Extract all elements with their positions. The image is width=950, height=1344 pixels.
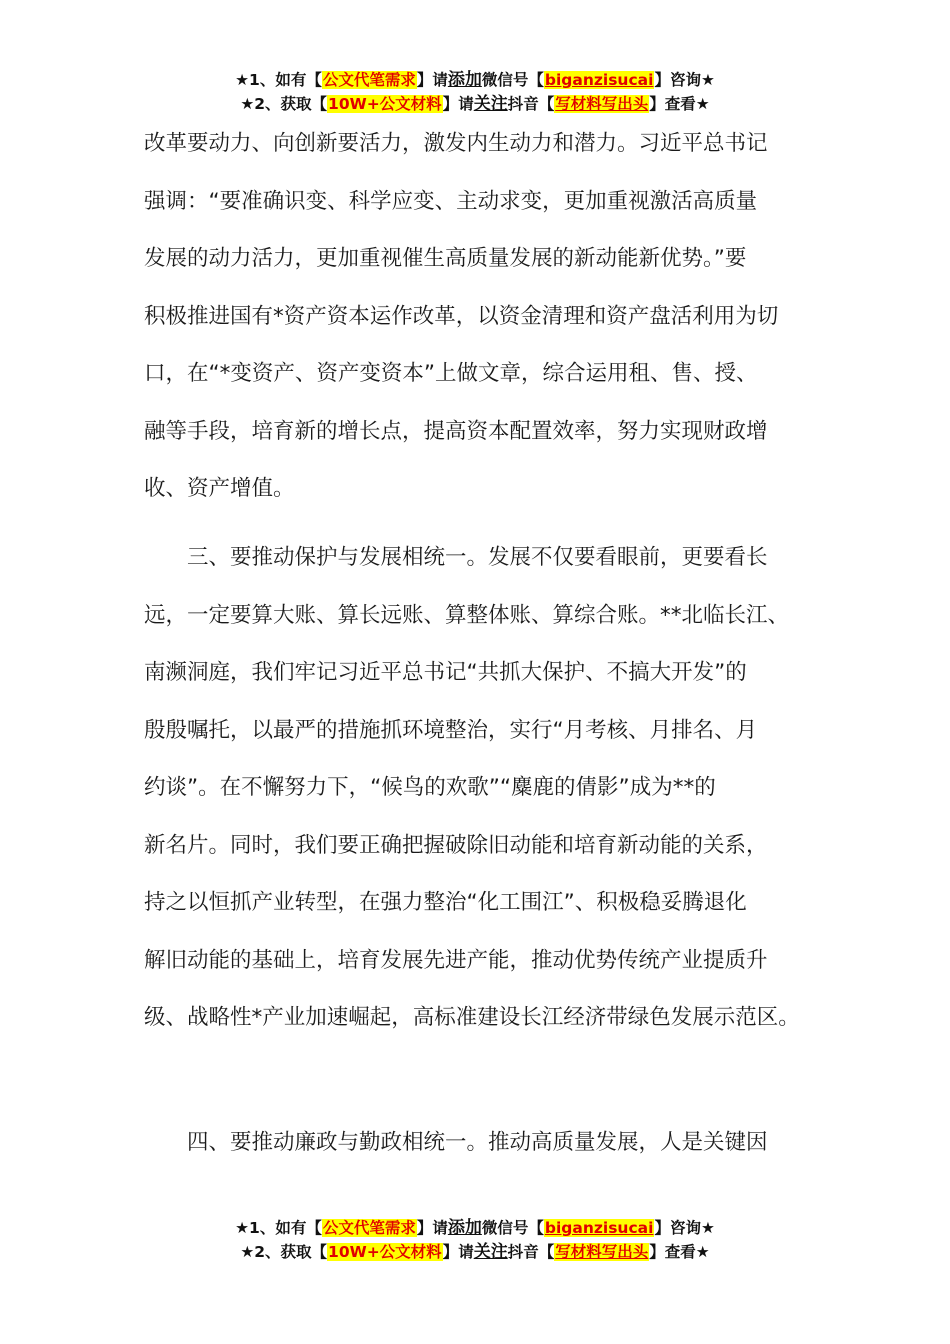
banner-line-2 xyxy=(0,92,950,116)
text-line: 融等手段，培育新的增长点，提高资本配置效率，努力实现财政增 xyxy=(144,418,768,444)
text-line: 四、要推动廉政与勤政相统一。推动高质量发展，人是关键因 xyxy=(144,1130,768,1155)
text-line: 解旧动能的基础上，培育发展先进产能，推动优势传统产业提质升 xyxy=(144,947,768,973)
paragraph-2 xyxy=(144,541,824,1059)
banner-text: ★2、获取【 xyxy=(240,95,328,113)
banner-emphasis: 关注 xyxy=(473,94,508,114)
text-line: 远，一定要算大账、算长远账、算整体账、算综合账。**北临长江、 xyxy=(144,602,790,628)
banner-text: 抖音【 xyxy=(507,1243,555,1261)
banner-text: 】咨询★ xyxy=(654,1219,715,1237)
text-line: 改革要动力、向创新要活力，激发内生动力和潜力。习近平总书记 xyxy=(144,131,768,156)
banner-text: 】咨询★ xyxy=(654,71,715,89)
banner-line-1 xyxy=(0,68,950,92)
paragraph-1 xyxy=(144,127,824,530)
text-line: 殷殷嘱托，以最严的措施抓环境整治，实行“月考核、月排名、月 xyxy=(144,717,758,743)
banner-line-2 xyxy=(0,1240,950,1264)
banner-text: 】查看★ xyxy=(649,1243,710,1261)
banner-highlight: biganzisucai xyxy=(544,1219,654,1237)
text-line: 积极推进国有*资产资本运作改革，以资金清理和资产盘活利用为切 xyxy=(144,303,779,329)
banner-text: 微信号【 xyxy=(481,1219,544,1237)
header-banner xyxy=(0,68,950,116)
banner-text: 】请 xyxy=(442,95,474,113)
banner-highlight: 公文代笔需求 xyxy=(322,1219,416,1237)
text-line: 发展的动力活力，更加重视催生高质量发展的新动能新优势。”要 xyxy=(144,246,747,271)
banner-line-1 xyxy=(0,1216,950,1240)
text-line: 口，在“*变资产、资产变资本”上做文章，综合运用租、售、授、 xyxy=(144,361,758,386)
footer-banner xyxy=(0,1216,950,1264)
banner-emphasis: 添加 xyxy=(447,1218,482,1238)
text-line: 级、战略性*产业加速崛起，高标准建设长江经济带绿色发展示范区。 xyxy=(144,1005,800,1030)
text-line: 强调：“要准确识变、科学应变、主动求变，更加重视激活高质量 xyxy=(144,188,758,214)
banner-text: ★1、如有【 xyxy=(235,71,322,89)
banner-text: 】请 xyxy=(442,1243,474,1261)
banner-text: 抖音【 xyxy=(507,95,555,113)
banner-text: 微信号【 xyxy=(481,71,544,89)
text-line: 南濒洞庭，我们牢记习近平总书记“共抓大保护、不搞大开发”的 xyxy=(144,660,747,685)
banner-highlight: 10W+公文材料 xyxy=(328,95,442,113)
paragraph-3 xyxy=(144,1126,824,1184)
text-line: 约谈”。在不懈努力下，“候鸟的欢歌”“麋鹿的倩影”成为**的 xyxy=(144,775,716,800)
text-line: 新名片。同时，我们要正确把握破除旧动能和培育新动能的关系， xyxy=(144,832,768,858)
text-line: 三、要推动保护与发展相统一。发展不仅要看眼前，更要看长 xyxy=(144,545,768,570)
banner-highlight: 公文代笔需求 xyxy=(322,71,416,89)
banner-emphasis: 添加 xyxy=(447,70,482,90)
banner-highlight: 写材料写出头 xyxy=(555,1243,649,1261)
banner-highlight: 写材料写出头 xyxy=(555,95,649,113)
banner-highlight: biganzisucai xyxy=(544,71,654,89)
banner-text: 】请 xyxy=(416,71,448,89)
text-line: 收、资产增值。 xyxy=(144,476,295,501)
banner-text: ★1、如有【 xyxy=(235,1219,322,1237)
banner-emphasis: 关注 xyxy=(473,1242,508,1262)
banner-text: 】查看★ xyxy=(649,95,710,113)
banner-text: ★2、获取【 xyxy=(240,1243,328,1261)
banner-highlight: 10W+公文材料 xyxy=(328,1243,442,1261)
banner-text: 】请 xyxy=(416,1219,448,1237)
text-line: 持之以恒抓产业转型，在强力整治“化工围江”、积极稳妥腾退化 xyxy=(144,890,747,915)
